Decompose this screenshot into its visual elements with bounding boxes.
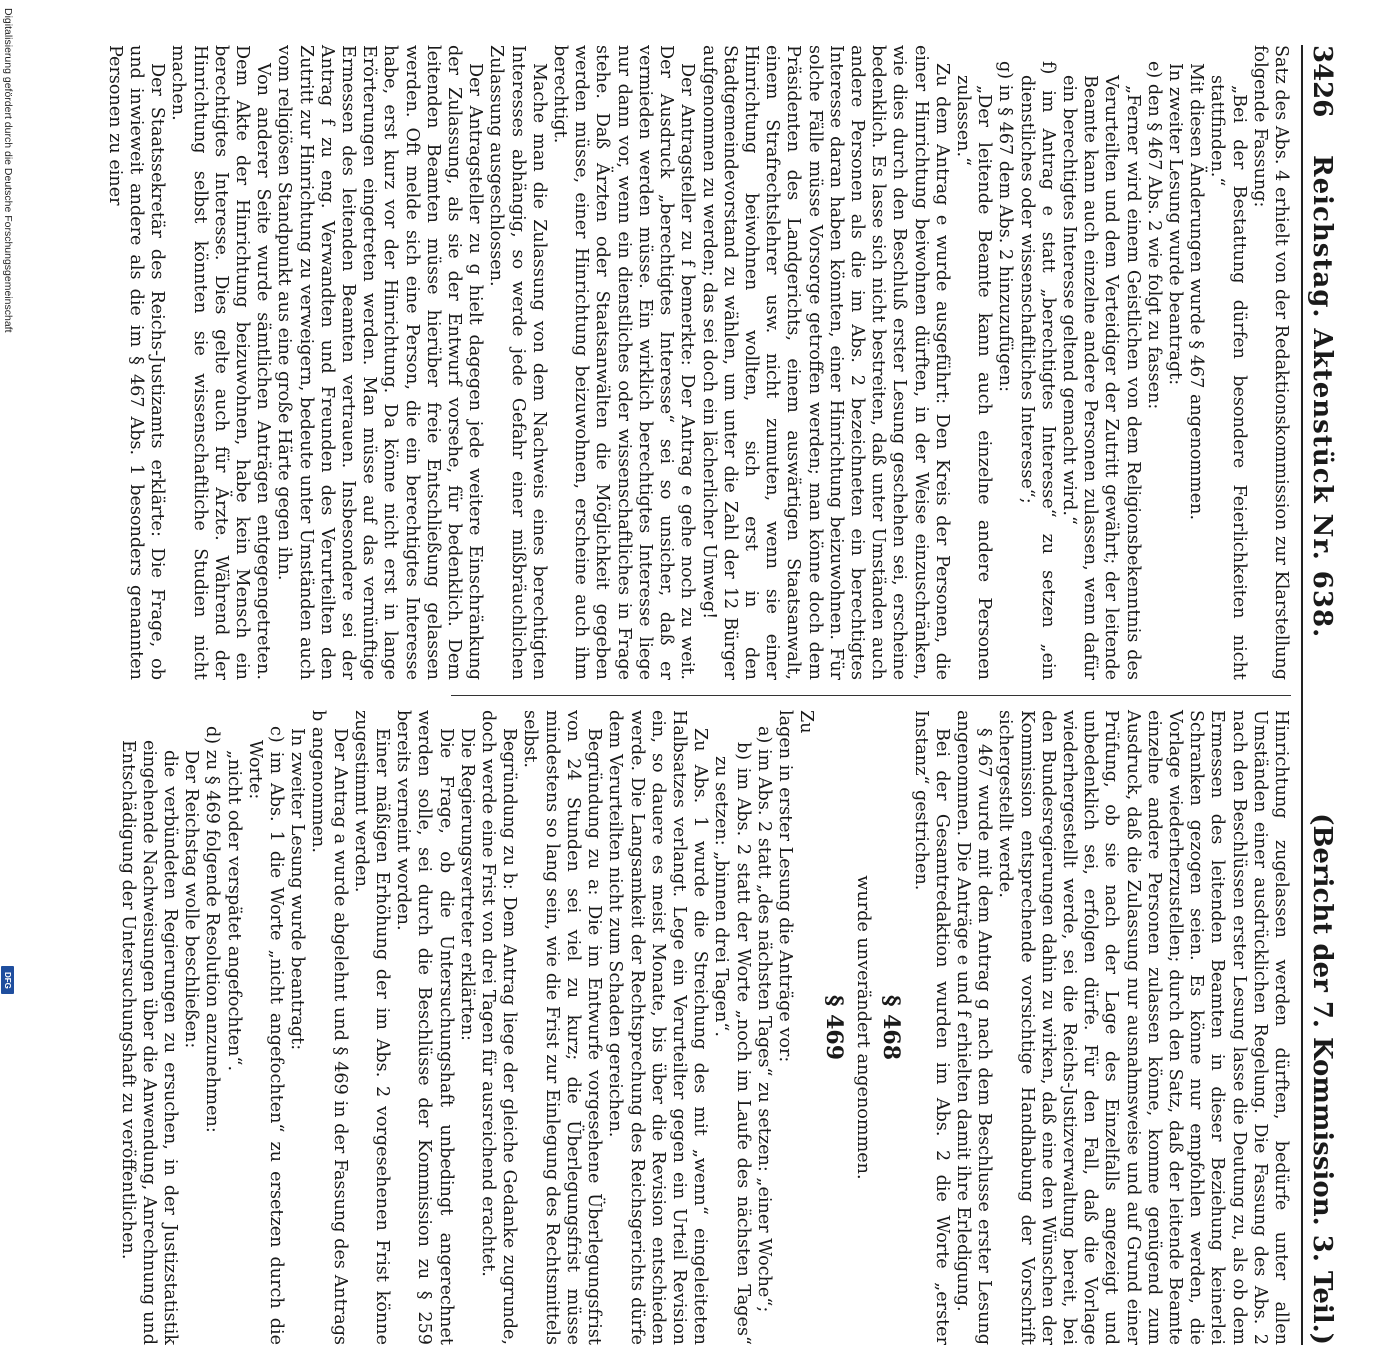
- paragraph: Mit diesen Änderungen wurde § 467 angenommen.: [1186, 63, 1207, 521]
- digitization-credit-text: Digitalisierung gefördert durch die Deutsche Forschungsgemeinschaft: [2, 8, 14, 333]
- paragraph: wurde unverändert angenommen.: [853, 875, 874, 1180]
- paragraph: b) im Abs. 2 statt der Worte „noch im Laufe des nächsten Tages“ zu setzen: „binnen drei Tagen“.: [711, 742, 753, 1345]
- paragraph: c) im Abs. 1 die Worte „nicht angefochten“ zu ersetzen durch die Worte:: [244, 726, 287, 1345]
- page-title: Reichstag. Aktenstück Nr. 638.: [1307, 155, 1337, 639]
- paragraph: „nicht oder verspätet angefochten“.: [223, 750, 244, 1072]
- paragraph: „Ferner wird einem Geistlichen von dem Religionsbekenntnis des Verurteilten und dem Verteidiger der Zutritt gewährt; der leitende Beamte kann auch einzelne andere Personen zulassen, wenn dafür ein berechtigtes Interesse geltend gemacht wird.“: [1058, 75, 1143, 680]
- paragraph: Der Reichstag wolle beschließen:: [181, 750, 202, 1049]
- paragraph: g) in § 467 dem Abs. 2 hinzuzufügen:: [995, 61, 1016, 393]
- page-header: [1301, 45, 1343, 1345]
- paragraph: Satz des Abs. 4 erhielt von der Redaktionskommission zur Klarstellung folgende Fassung:: [1249, 45, 1291, 680]
- paragraph: Begründung zu b: Dem Antrag liege der gleiche Gedanke zugrunde, doch werde eine Frist von drei Tagen für ausreichend erachtet.: [478, 710, 520, 1345]
- paragraph: „Der leitende Beamte kann auch einzelne andere Personen zulassen.“: [952, 75, 995, 680]
- page-subtitle: (Bericht der 7. Kommission. 3. Teil.): [1307, 813, 1337, 1345]
- paragraph: a) im Abs. 2 statt „des nächsten Tages“ zu setzen: „einer Woche“;: [753, 726, 774, 1313]
- paragraph: Von anderer Seite wurde sämtlichen Anträgen entgegengetreten. Dem Akte der Hinrichtung beizuwohnen, habe kein Mensch ein berechtigtes Interesse. Dies gelte auch für Ärzte. Während der Hinrichtung selbst könnten sie wissenschaftliche Studien nicht machen.: [168, 45, 274, 680]
- column-divider: [451, 695, 1291, 696]
- paragraph: die verbündeten Regierungen zu ersuchen, in der Justizstatistik eingehende Nachweisungen über die Anwendung, Anrechnung und Entschädigung der Untersuchungshaft zu veröffentlichen.: [117, 740, 181, 1345]
- document-page: [104, 45, 1343, 1345]
- paragraph: Die Regierungsvertreter erklärten:: [456, 728, 477, 1041]
- paragraph: Der Staatssekretär des Reichs-Justizamts erklärte: Die Frage, ob und inwieweit andere als die im § 467 Abs. 1 besonders genannten Personen zu einer: [104, 45, 168, 680]
- paragraph: Hinrichtung zugelassen werden dürften, bedürfe unter allen Umständen einer ausdrücklichen Regelung. Die Fassung des Abs. 2 nach den Beschlüssen erster Lesung lasse die Deutung zu, als ob dem Ermessen des leitenden Beamten in dieser Beziehung keinerlei Schranken gezogen seien. Es könne nur empfohlen werden, die Vorlage wiederherzustellen; durch den Satz, daß der leitende Beamte einzelne andere Personen zulassen könne, komme genügend zum Ausdruck, daß die Zulassung nur ausnahmsweise und auf Grund einer Prüfung, ob sie nach der Lage des Einzelfalls angezeigt und unbedenklich sei, erfolgen dürfe. Für den Fall, daß die Vorlage wiederhergestellt werde, sei die Reichs-Justizverwaltung bereit, bei den Bundesregierungen dahin zu wirken, daß eine den Wünschen der Kommission entsprechende vorsichtige Handhabung der Vorschrift sichergestellt werde.: [995, 710, 1291, 1345]
- dfg-logo: DFG: [1, 966, 14, 994]
- paragraph: e) den § 467 Abs. 2 wie folgt zu fassen:: [1143, 61, 1164, 410]
- paragraph: In zweiter Lesung wurde beantragt:: [1164, 63, 1185, 386]
- paragraph: § 467 wurde mit dem Antrag g nach dem Beschlusse erster Lesung angenommen. Die Anträge e und f erhielten damit ihre Erledigung.: [952, 710, 995, 1345]
- paragraph: lagen in erster Lesung die Anträge vor:: [774, 710, 795, 1063]
- paragraph: Zu Abs. 1 wurde die Streichung des mit „wenn“ eingeleiteten Halbsatzes verlangt. Lege ein Verurteilter gegen ein Urteil Revision ein, so dauere es meist Monate, bis über die Revision entschieden werde. Die Langsamkeit der Rechtsprechung des Reichsgerichts dürfe dem Verurteilten nicht zum Schaden gereichen.: [605, 710, 711, 1345]
- paragraph: „Bei der Bestattung dürfen besondere Feierlichkeiten nicht stattfinden.“: [1207, 75, 1249, 680]
- digitization-credit-strip: [0, 0, 16, 1000]
- paragraph: Der Antrag a wurde abgelehnt und § 469 in der Fassung des Antrags b angenommen.: [308, 710, 350, 1345]
- paragraph: Zu dem Antrag e wurde ausgeführt: Den Kreis der Personen, die einer Hinrichtung beiwohnen dürften, in der Weise einzuschränken, wie dies durch den Beschluß erster Lesung geschehen sei, erscheine bedenklich. Es lasse sich nicht bestreiten, daß unter Umständen auch andere Personen als die im Abs. 2 bezeichneten ein berechtigtes Interesse daran haben könnten, einer Hinrichtung beizuwohnen. Für solche Fälle müsse Vorsorge getroffen werden; man könne doch dem Präsidenten des Landgerichts, einem auswärtigen Staatsanwalt, einem Strafrechtslehrer usw. nicht zumuten, wenn sie einer Hinrichtung beiwohnen wollten, sich erst in den Stadtgemeindevorstand zu wählen, um unter die Zahl der 12 Bürger aufgenommen zu werden; das sei doch ein lächerlicher Umweg!: [698, 45, 952, 680]
- paragraph: Bei der Gesamtredaktion wurden im Abs. 2 die Worte „erster Instanz“ gestrichen.: [910, 710, 952, 1345]
- text-column-left: [104, 45, 1291, 680]
- paragraph: In zweiter Lesung wurde beantragt:: [287, 728, 308, 1051]
- page-number: 3426: [1307, 45, 1337, 118]
- text-column-right: [117, 710, 1291, 1345]
- paragraph: Begründung zu a: Die im Entwurfe vorgesehene Überlegungsfrist von 24 Stunden sei viel zu kurz; die Überlegungsfrist müsse mindestens so lang sein, wie die Frist zur Einlegung des Rechtsmittels selbst.: [520, 710, 605, 1345]
- paragraph: Der Antragsteller zu f bemerkte: Der Antrag e gehe noch zu weit. Der Ausdruck „berechtigtes Interesse“ sei so unsicher, daß er vermieden werden müsse. Ein wirklich berechtigtes Interesse liege nur dann vor, wenn ein dienstliches oder wissenschaftliches in Frage stehe. Daß Ärzten oder Staatsanwälten die Möglichkeit gegeben werden müsse, einer Hinrichtung beizuwohnen, erscheine auch ihm berechtigt.: [550, 45, 698, 680]
- section-heading: § 468: [878, 994, 905, 1061]
- paragraph: Zu: [796, 710, 817, 734]
- paragraph: d) zu § 469 folgende Resolution anzunehmen:: [202, 726, 223, 1133]
- paragraph: Einer mäßigen Erhöhung der im Abs. 2 vorgesehenen Frist könne zugestimmt werden.: [350, 710, 393, 1345]
- paragraph: Die Frage, ob die Untersuchungshaft unbedingt angerechnet werden solle, sei durch die Beschlüsse der Kommission zu § 259 bereits verneint worden.: [393, 710, 456, 1345]
- section-heading: § 469: [821, 994, 848, 1061]
- paragraph: f) im Antrag e statt „berechtigtes Interesse“ zu setzen „ein dienstliches oder wissenschaftliches Interesse“;: [1016, 61, 1058, 680]
- paragraph: Der Antragsteller zu g hielt dagegen jede weitere Einschränkung der Zulassung, als sie der Entwurf vorsehe, für bedenklich. Dem leitenden Beamten müsse hierüber freie Entschließung gelassen werden. Oft melde sich eine Person, die ein berechtigtes Interesse habe, erst kurz vor der Hinrichtung. Da könne nicht erst in lange Erörterungen eingetreten werden. Man müsse auf das vernünftige Ermessen des leitenden Beamten vertrauen. Insbesondere sei der Antrag f zu eng. Verwandten und Freunden des Verurteilten den Zutritt zur Hinrichtung zu verweigern, bedeute unter Umständen auch vom religiösen Standpunkt aus eine große Härte gegen ihn.: [274, 45, 486, 680]
- paragraph: Mache man die Zulassung von dem Nachweis eines berechtigten Interesses abhängig, so werde jede Gefahr einer mißbräuchlichen Zulassung ausgeschlossen.: [486, 45, 549, 680]
